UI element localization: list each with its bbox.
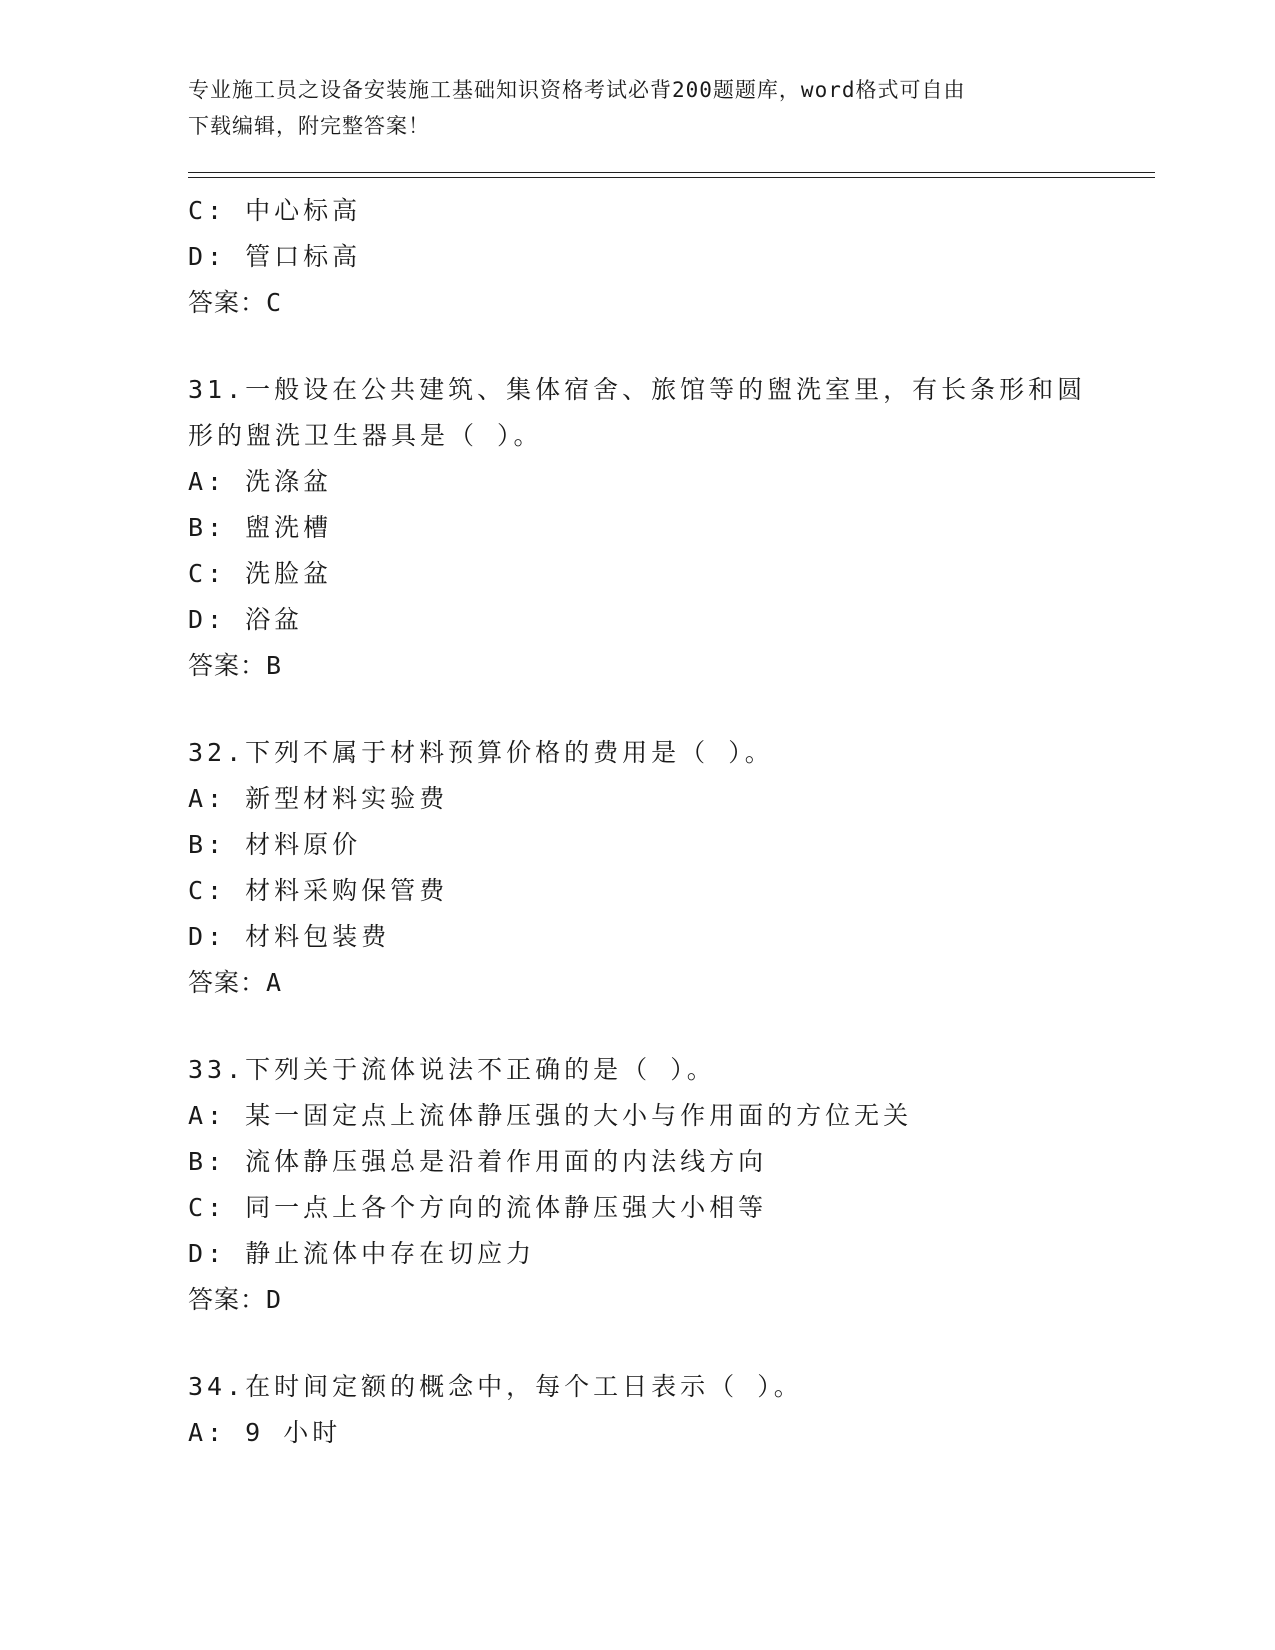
answer: 答案：A — [188, 968, 283, 997]
question-stem: 34.在时间定额的概念中，每个工日表示（ ）。 — [188, 1372, 803, 1401]
question-list — [188, 188, 1148, 1456]
option-a: A: 某一固定点上流体静压强的大小与作用面的方位无关 — [188, 1101, 913, 1130]
header-divider-bottom — [188, 177, 1155, 178]
option-b: B: 盥洗槽 — [188, 513, 333, 542]
question-stem: 33.下列关于流体说法不正确的是（ ）。 — [188, 1055, 716, 1084]
option-c: C: 同一点上各个方向的流体静压强大小相等 — [188, 1193, 768, 1222]
question-stem-continued: 形的盥洗卫生器具是（ ）。 — [188, 421, 543, 450]
question-stem: 31.一般设在公共建筑、集体宿舍、旅馆等的盥洗室里，有长条形和圆 — [188, 375, 1087, 404]
question-33 — [188, 1047, 1148, 1323]
header-divider-top — [188, 172, 1155, 173]
option-d: D: 管口标高 — [188, 242, 362, 271]
answer: 答案：C — [188, 288, 283, 317]
option-c: C: 中心标高 — [188, 196, 362, 225]
question-34 — [188, 1364, 1148, 1456]
option-c: C: 洗脸盆 — [188, 559, 333, 588]
option-d: D: 静止流体中存在切应力 — [188, 1239, 536, 1268]
header-title-line-2: 下载编辑，附完整答案！ — [188, 114, 430, 138]
option-a: A: 新型材料实验费 — [188, 784, 449, 813]
answer: 答案：B — [188, 651, 283, 680]
option-d: D: 浴盆 — [188, 605, 304, 634]
document-header — [188, 72, 1068, 144]
question-30-tail — [188, 188, 1148, 326]
option-b: B: 材料原价 — [188, 830, 362, 859]
answer: 答案：D — [188, 1285, 283, 1314]
question-stem: 32.下列不属于材料预算价格的费用是（ ）。 — [188, 738, 774, 767]
header-title-line-1: 专业施工员之设备安装施工基础知识资格考试必背200题题库，word格式可自由 — [188, 78, 966, 102]
option-d: D: 材料包装费 — [188, 922, 391, 951]
question-31 — [188, 367, 1148, 689]
option-a: A: 洗涤盆 — [188, 467, 333, 496]
option-b: B: 流体静压强总是沿着作用面的内法线方向 — [188, 1147, 768, 1176]
option-c: C: 材料采购保管费 — [188, 876, 449, 905]
question-32 — [188, 730, 1148, 1006]
option-a: A: 9 小时 — [188, 1418, 342, 1447]
